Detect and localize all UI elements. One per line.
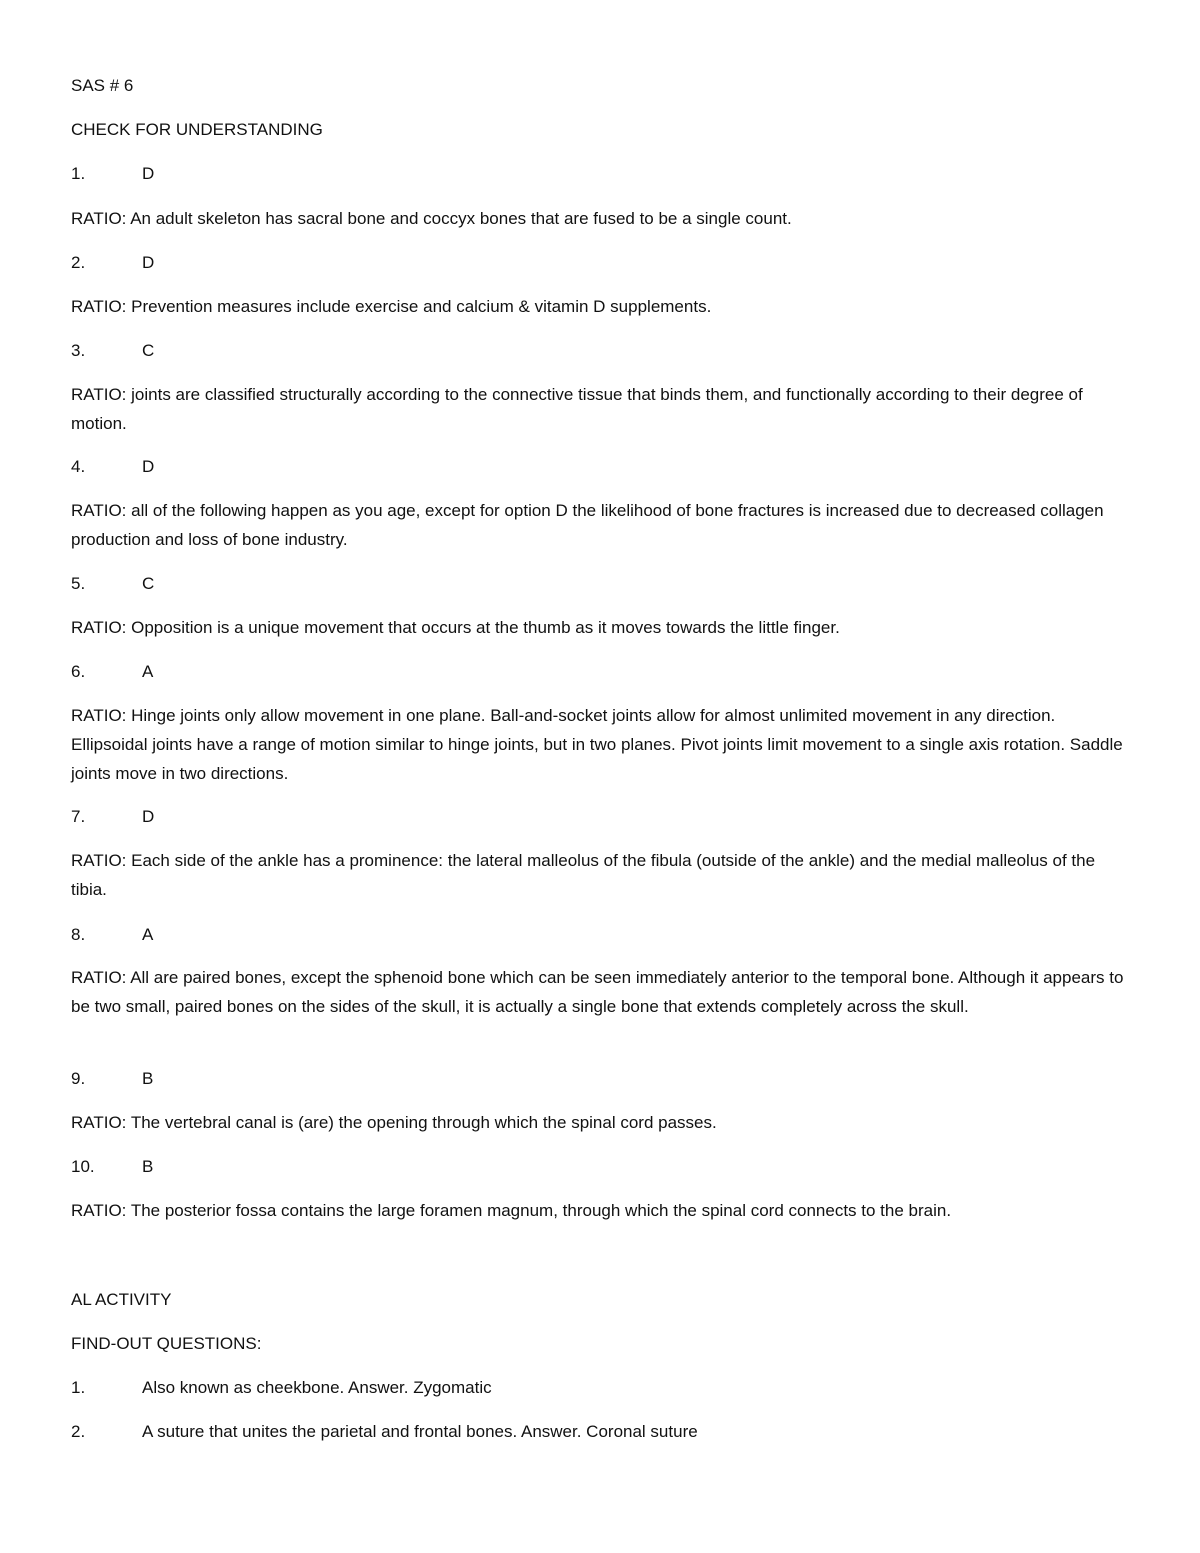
item-answer: D xyxy=(142,807,155,826)
question-number: 1. xyxy=(71,1378,86,1397)
item-answer: D xyxy=(142,253,155,272)
item-answer: C xyxy=(142,574,155,593)
item-1-answer-line xyxy=(71,159,154,188)
item-6-ratio: RATIO: Hinge joints only allow movement in one plane. Ball-and-socket joints allow for almost unlimited movement in any direction. Ellipsoidal joints have a range of motion similar to hinge joints, but in two planes. Pivot joints limit movement to a single axis rotation. Saddle joints move in two directions. xyxy=(71,706,1123,783)
item-number: 8. xyxy=(71,925,86,944)
find-out-question-1 xyxy=(71,1373,492,1402)
item-1-ratio: RATIO: An adult skeleton has sacral bone and coccyx bones that are fused to be a single count. xyxy=(71,209,792,228)
item-answer: A xyxy=(142,925,154,944)
item-answer: B xyxy=(142,1157,154,1176)
item-answer: D xyxy=(142,164,155,183)
item-number: 4. xyxy=(71,457,86,476)
item-4-answer-line xyxy=(71,452,154,481)
item-answer: C xyxy=(142,341,155,360)
question-number: 2. xyxy=(71,1422,86,1441)
item-4-ratio: RATIO: all of the following happen as you age, except for option D the likelihood of bone fractures is increased due to decreased collagen production and loss of bone industry. xyxy=(71,501,1104,549)
section-subtitle-find-out-questions: FIND-OUT QUESTIONS: xyxy=(71,1334,262,1353)
item-3-answer-line xyxy=(71,336,154,365)
item-number: 6. xyxy=(71,662,86,681)
question-text: A suture that unites the parietal and frontal bones. Answer. Coronal suture xyxy=(142,1422,698,1441)
item-number: 7. xyxy=(71,807,86,826)
item-7-ratio: RATIO: Each side of the ankle has a prominence: the lateral malleolus of the fibula (outside of the ankle) and the medial malleolus of the tibia. xyxy=(71,851,1096,899)
sas-heading: SAS # 6 xyxy=(71,76,134,95)
item-2-ratio: RATIO: Prevention measures include exercise and calcium & vitamin D supplements. xyxy=(71,297,712,316)
item-6-answer-line xyxy=(71,657,153,686)
item-answer: D xyxy=(142,457,155,476)
question-text: Also known as cheekbone. Answer. Zygomatic xyxy=(142,1378,492,1397)
item-9-answer-line xyxy=(71,1064,153,1093)
item-5-answer-line xyxy=(71,569,154,598)
item-answer: A xyxy=(142,662,154,681)
item-answer: B xyxy=(142,1069,154,1088)
item-number: 3. xyxy=(71,341,86,360)
item-number: 5. xyxy=(71,574,86,593)
item-10-ratio: RATIO: The posterior fossa contains the large foramen magnum, through which the spinal cord connects to the brain. xyxy=(71,1201,952,1220)
item-7-answer-line xyxy=(71,802,154,831)
item-3-ratio: RATIO: joints are classified structurally according to the connective tissue that binds them, and functionally according to their degree of motion. xyxy=(71,385,1083,433)
find-out-question-2 xyxy=(71,1417,698,1446)
item-10-answer-line xyxy=(71,1152,153,1181)
item-8-answer-line xyxy=(71,920,153,949)
section-title-check-for-understanding: CHECK FOR UNDERSTANDING xyxy=(71,120,323,139)
item-number: 10. xyxy=(71,1157,95,1176)
item-number: 9. xyxy=(71,1069,86,1088)
section-title-al-activity: AL ACTIVITY xyxy=(71,1290,172,1309)
item-5-ratio: RATIO: Opposition is a unique movement that occurs at the thumb as it moves towards the little finger. xyxy=(71,618,840,637)
item-8-ratio: RATIO: All are paired bones, except the sphenoid bone which can be seen immediately anterior to the temporal bone. Although it appears to be two small, paired bones on the sides of the skull, it is actually a single bone that extends completely across the skull. xyxy=(71,968,1124,1016)
item-number: 1. xyxy=(71,164,86,183)
item-number: 2. xyxy=(71,253,86,272)
item-9-ratio: RATIO: The vertebral canal is (are) the opening through which the spinal cord passes. xyxy=(71,1113,717,1132)
item-2-answer-line xyxy=(71,248,154,277)
